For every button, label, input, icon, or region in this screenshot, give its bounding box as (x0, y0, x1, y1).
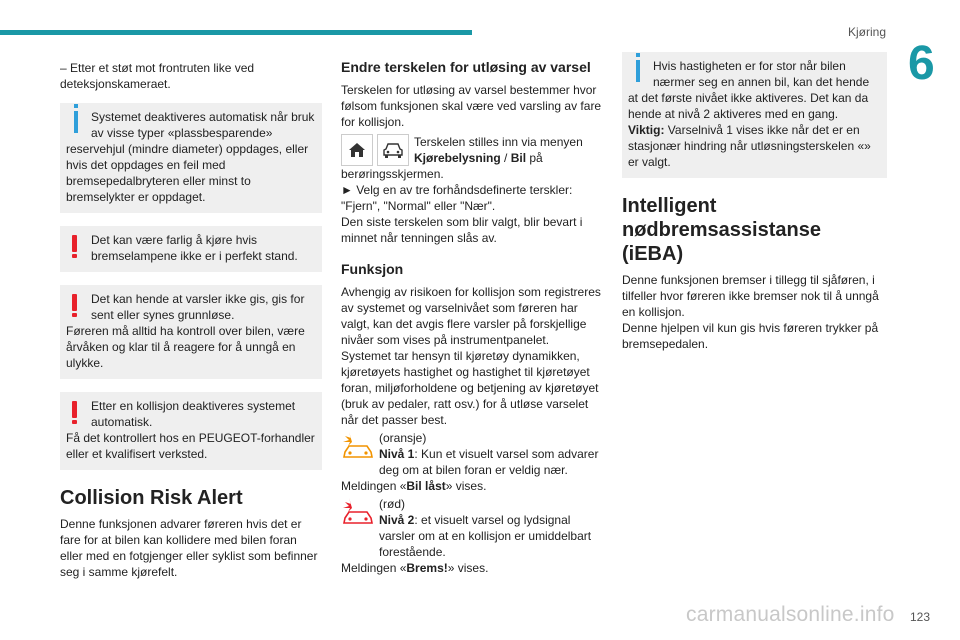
level-2-message (341, 560, 606, 576)
level-1-color: (oransje) (379, 431, 427, 445)
section-title: Intelligent nødbremsassistanse (iEBA) (622, 195, 821, 265)
msg-bold: Bil låst (406, 479, 446, 493)
watermark: carmanualsonline.info (686, 603, 895, 626)
warning-box (60, 226, 322, 272)
threshold-heading: Endre terskelen for utløsing av varsel (341, 59, 591, 75)
chapter-number: 6 (908, 37, 935, 90)
msg-pre: Meldingen « (341, 479, 407, 493)
info-icon (636, 60, 640, 82)
info-box (60, 103, 322, 213)
info-icon (74, 111, 78, 133)
msg-post: » vises. (445, 479, 487, 493)
page-number: 123 (909, 610, 930, 624)
info-text-c (628, 122, 881, 170)
last-threshold-text: Den siste terskelen som blir valgt, blir bevart i minnet når tenningen slås av. (341, 215, 583, 245)
home-icon (341, 134, 373, 166)
section-title: Collision Risk Alert (60, 487, 243, 509)
menu-line-1: Terskelen stilles inn via menyen (414, 135, 583, 149)
column-left (60, 60, 322, 580)
section-text-2: Denne hjelpen vil kun gis hvis føreren trykker på bremsepedalen. (622, 321, 879, 351)
section-text-1: Denne funksjonen bremser i tillegg til sjåføren, i tilfeller hvor føreren ikke bremser nok til å unngå en kollisjon. (622, 273, 879, 319)
column-middle (341, 58, 606, 576)
threshold-text: Terskelen for utløsing av varsel bestemmer hvor følsom funksjonen skal være ved varsling av fare for kollisjon. (341, 83, 602, 129)
section-text: Denne funksjonen advarer føreren hvis det er fare for at bilen kan kollidere med bilen foran eller med en fotgjenger eller syklist som befinner seg i samme kjørefelt. (60, 517, 318, 579)
menu-line-3: berøringsskjermen. (341, 167, 444, 181)
msg-bold: Brems! (406, 561, 448, 575)
warning-text-b: Få det kontrollert hos en PEUGEOT-forhandler eller et kvalifisert verksted. (66, 431, 315, 461)
warning-box (60, 392, 322, 470)
info-text-a: Systemet deaktiveres automatisk når bruk av visse typer «plassbesparende» (91, 110, 315, 140)
warning-text-a: Etter en kollisjon deaktiveres systemet automatisk. (91, 399, 296, 429)
warning-box (60, 285, 322, 379)
level-2-block (341, 496, 606, 560)
warning-text-a: Det kan hende at varsler ikke gis, gis for sent eller synes grunnløse. (91, 292, 305, 322)
info-text-a: Hvis hastigheten er for stor når bilen nærmer seg en annen bil, kan det hende (653, 59, 870, 89)
warning-text: Det kan være farlig å kjøre hvis bremselampene ikke er i perfekt stand. (91, 233, 298, 263)
menu-item-driving-lighting: Kjørebelysning (414, 151, 501, 165)
level-2-label: Nivå 2 (379, 513, 415, 527)
warning-text-b: Føreren må alltid ha kontroll over bilen, være årvåken og klar til å reagere for å unngå en ulykke. (66, 324, 305, 370)
level-2-color: (rød) (379, 497, 405, 511)
menu-item-car: Bil (510, 151, 527, 165)
level-1-message (341, 478, 606, 494)
menu-instruction (341, 134, 606, 166)
info-important-text: Varselnivå 1 vises ikke når det er en stasjonær hindring når utløsningsterskelen «» er valgt. (628, 123, 871, 169)
header-accent-bar (0, 30, 472, 35)
warning-icon (72, 235, 77, 257)
intro-text: – Etter et støt mot frontruten like ved deteksjonskameraet. (60, 61, 255, 91)
info-box (622, 52, 887, 178)
msg-pre: Meldingen « (341, 561, 407, 575)
level-2-text: : et visuelt varsel og lydsignal varsler om at en kollisjon er umiddelbart forestående. (379, 513, 592, 559)
car-icon (377, 134, 409, 166)
column-right (622, 52, 887, 352)
menu-sep: / (500, 151, 511, 165)
collision-alert-orange-icon (341, 430, 375, 462)
warning-icon (72, 294, 77, 316)
info-important-label: Viktig: (628, 123, 665, 137)
menu-after: på (526, 151, 543, 165)
level-1-block (341, 430, 606, 478)
threshold-step: ► Velg en av tre forhåndsdefinerte terskler: "Fjern", "Normal" eller "Nær". (341, 183, 573, 213)
function-text-2: Systemet tar hensyn til kjøretøy dynamikken, kjøretøyets hastighet og hastighet til kjøretøyet foran, miljøforholdene og betjening av kjøretøyet (bruk av pedaler, ratt osv.) for å utløse varselet når det passer best. (341, 349, 599, 427)
msg-post: » vises. (447, 561, 489, 575)
function-text-1: Avhengig av risikoen for kollisjon som registreres av systemet og varselnivået som føreren har valgt, kan det avgis flere varsler på forskjellige nivåer som vises på instrumentpanelet. (341, 285, 601, 347)
info-text-b: reservehjul (mindre diameter) oppdages, eller hvis det oppdages en feil med bremsepedalbryteren eller minst to bremselykter er oppdaget. (66, 142, 309, 204)
level-1-label: Nivå 1 (379, 447, 415, 461)
chapter-title: Kjøring (847, 25, 886, 39)
warning-icon (72, 401, 77, 423)
collision-alert-red-icon (341, 496, 375, 528)
level-1-first-line (341, 446, 606, 478)
level-2-first-line (341, 512, 606, 560)
function-heading: Funksjon (341, 261, 404, 277)
info-text-b: at det første nivået ikke aktiveres. Det kan da hende at nivå 2 aktiveres med en gang. (628, 91, 869, 121)
level-1-text: : Kun et visuelt varsel som advarer deg om at bilen foran er veldig nær. (379, 447, 599, 477)
